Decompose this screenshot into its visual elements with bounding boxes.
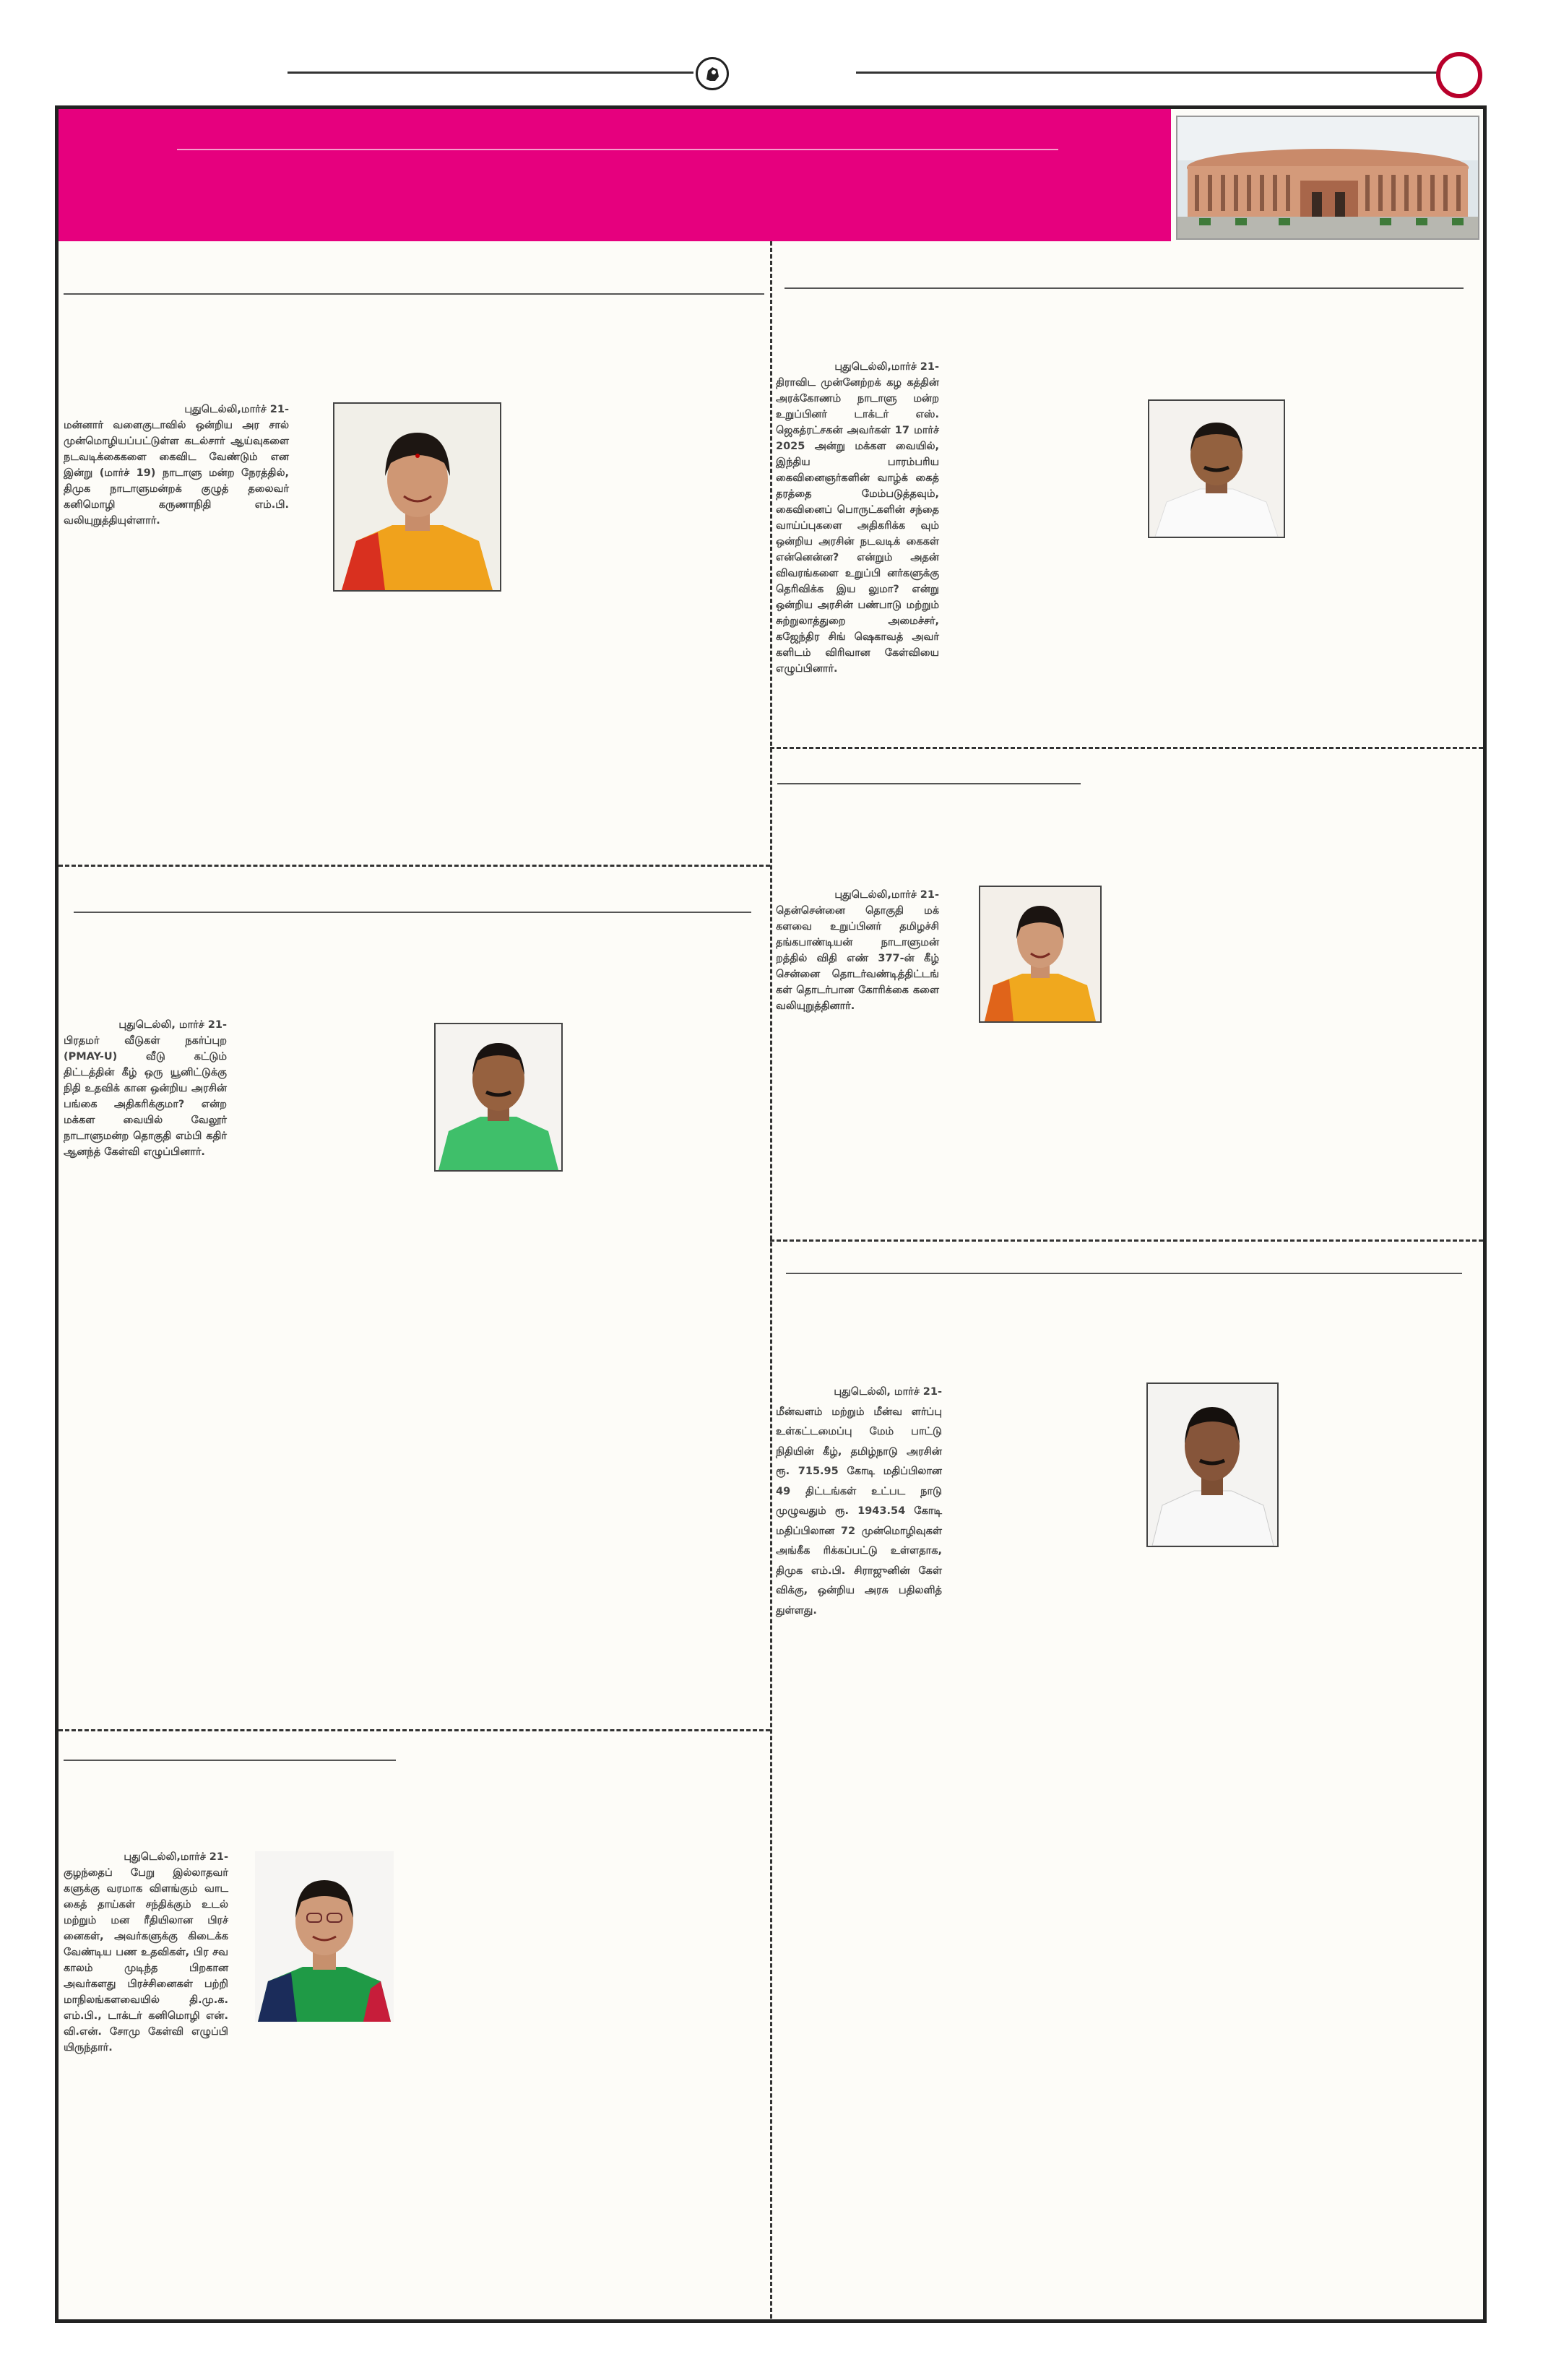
header-rule-right [856, 72, 1438, 74]
news-story [64, 1849, 228, 2056]
headline-rule [786, 1273, 1462, 1274]
story-body: மீன்வளம் மற்றும் மீன்வ ளர்ப்பு உள்கட்டமைப்பு மேம் பாட்டு நிதியின் கீழ், தமிழ்நாடு அரசின் ரூ. 715.95 கோடி மதிப்பிலான 49 திட்டங்கள் உட்பட நாடு முழுவதும் ரூ. 1943.54 கோடி மதிப்பிலான 72 முன்மொழிவுகள் அங்கீக ரிக்கப்பட்டு உள்ளதாக, திமுக எம்.பி. சிராஜுனின் கேள் விக்கு, ஒன்றிய அரசு பதிலளித் துள்ளது. [776, 1406, 942, 1617]
headline-rule [64, 293, 764, 295]
mp-portrait-woman-yellow-saree [333, 402, 501, 592]
news-story [64, 1017, 227, 1160]
page-marker-circle [1436, 52, 1482, 98]
story-dateline: புதுடெல்லி,மார்ச் 21- [184, 404, 289, 415]
story-body: தென்சென்னை தொகுதி மக் களவை உறுப்பினர் தமிழச்சி தங்கபாண்டியன் நாடாளுமன் றத்தில் விதி எண் 377-ன் கீழ் சென்னை தொடர்வண்டித்திட்டங் கள் தொடர்பான கோரிக்கை களை வலியுறுத்தினார். [776, 905, 939, 1012]
story-dateline: புதுடெல்லி,மார்ச் 21- [124, 1851, 228, 1863]
story-dateline: புதுடெல்லி,மார்ச் 21- [834, 889, 939, 901]
parliament-building-photo [1176, 116, 1479, 240]
story-body: குழந்தைப் பேறு இல்லாதவர் களுக்கு வரமாக விளங்கும் வாட கைத் தாய்கள் சந்திக்கும் உடல் மற்றும் மன ரீதியிலான பிரச் னைகள், அவர்களுக்கு கிடைக்க வேண்டிய பண உதவிகள், பிர சவ காலம் முடிந்த பிறகான அவர்களது பிரச்சினைகள் பற்றி மாநிலங்களவையில் தி.மு.க. எம்.பி., டாக்டர் கனிமொழி என். வி.என். சோமு கேள்வி எழுப்பி யிருந்தார். [64, 1867, 228, 2054]
section-divider-left-1 [59, 865, 770, 867]
seal-emblem-icon [696, 57, 729, 90]
section-divider-left-2 [59, 1729, 770, 1731]
news-story [776, 359, 939, 677]
mp-portrait-man-white-shirt [1148, 399, 1285, 538]
headline-rule [64, 1760, 396, 1761]
headline-rule [777, 783, 1081, 784]
section-divider-right-2 [770, 1239, 1483, 1242]
mp-portrait-man-green-shirt [434, 1023, 563, 1172]
mp-portrait-woman-green-saree [255, 1851, 394, 2022]
headline-rule [785, 287, 1464, 289]
section-banner [59, 109, 1171, 241]
banner-rule [177, 149, 1058, 150]
section-divider-right-1 [770, 747, 1483, 749]
story-dateline: புதுடெல்லி,மார்ச் 21- [834, 361, 939, 373]
column-divider [770, 241, 772, 2319]
story-body: மன்னார் வளைகுடாவில் ஒன்றிய அர சால் முன்மொழியப்பட்டுள்ள கடல்சார் ஆய்வுகளை நடவடிக்கைகளை கைவிட வேண்டும் என இன்று (மார்ச் 19) நாடாளு மன்ற நேரத்தில், திமுக நாடாளுமன்றக் குழுத் தலைவர் கனிமொழி கருணாநிதி எம்.பி. வலியுறுத்தியுள்ளார். [64, 420, 289, 527]
header-rule-left [288, 72, 693, 74]
news-story [776, 887, 939, 1014]
story-dateline: புதுடெல்லி, மார்ச் 21- [834, 1386, 942, 1398]
news-story [776, 1382, 942, 1621]
news-story [64, 402, 289, 529]
story-dateline: புதுடெல்லி, மார்ச் 21- [118, 1019, 227, 1031]
mp-portrait-woman-orange-saree [979, 886, 1102, 1023]
mp-portrait-man-white-shirt-2 [1146, 1382, 1279, 1547]
story-body: திராவிட முன்னேற்றக் கழ கத்தின் அரக்கோணம் நாடாளு மன்ற உறுப்பினர் டாக்டர் எஸ். ஜெகத்ரட்சகன் அவர்கள் 17 மார்ச் 2025 அன்று மக்கள வையில், இந்திய பாரம்பரிய கைவினைஞர்களின் வாழ்க் கைத் தரத்தை மேம்படுத்தவும், கைவினைப் பொருட்களின் சந்தை வாய்ப்புகளை அதிகரிக்க வும் ஒன்றிய அரசின் நடவடிக் கைகள் என்னென்ன? என்றும் அதன் விவரங்களை உறுப்பி னர்களுக்கு தெரிவிக்க இய லுமா? என்று ஒன்றிய அரசின் பண்பாடு மற்றும் சுற்றுலாத்துறை அமைச்சர், கஜேந்திர சிங் ஷெகாவத் அவர் களிடம் விரிவான கேள்வியை எழுப்பினார். [776, 377, 939, 675]
story-body: பிரதமர் வீடுகள் நகர்ப்புற (PMAY-U) வீடு கட்டும் திட்டத்தின் கீழ் ஒரு யூனிட்டுக்கு நிதி உதவிக் கான ஒன்றிய அரசின் பங்கை அதிகரிக்குமா? என்ற மக்கள வையில் வேலூர் நாடாளுமன்ற தொகுதி எம்பி கதிர் ஆனந்த் கேள்வி எழுப்பினார். [64, 1035, 227, 1158]
headline-rule [74, 912, 751, 913]
